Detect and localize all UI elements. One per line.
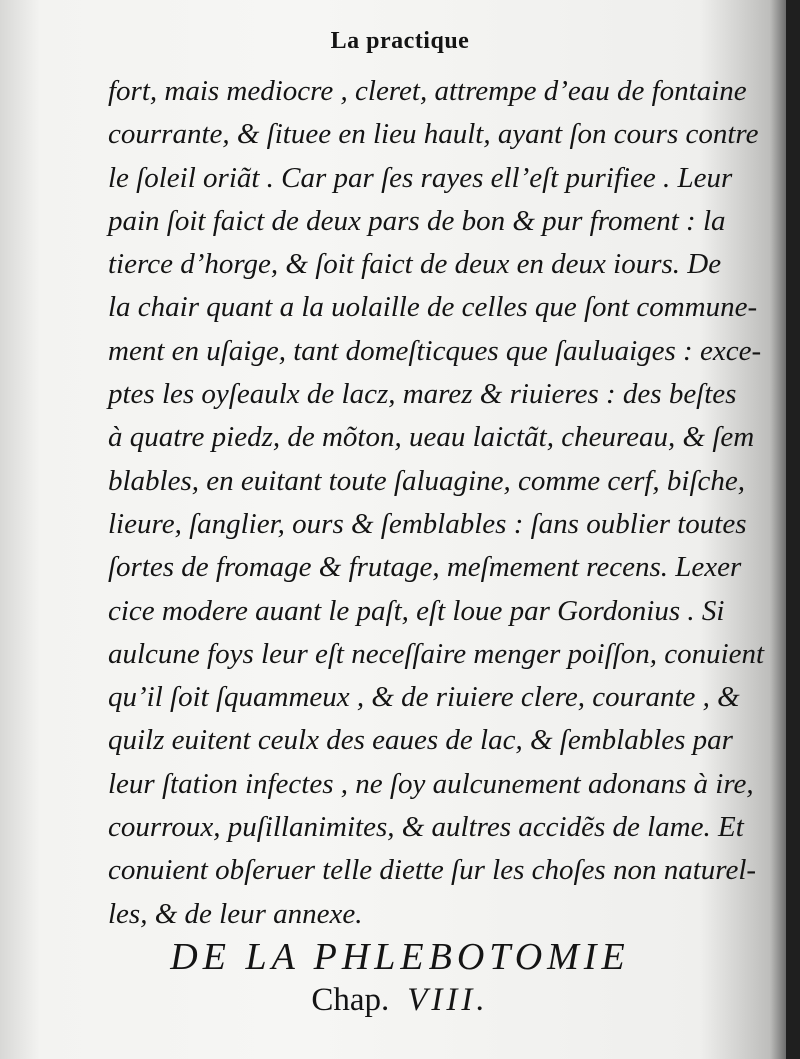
text-line: ment en uſaige, tant domeſticques que ſauluaiges : exce- [108, 334, 762, 367]
text-line: leur ſtation infectes , ne ſoy aulcunement adonans à ire, [108, 767, 754, 800]
page-edge-shadow [786, 0, 800, 1059]
text-line: pain ſoit faict de deux pars de bon & pur froment : la [108, 204, 726, 237]
text-line: ſortes de fromage & frutage, meſmement recens. Lexer [108, 551, 742, 584]
text-line: blables, en euitant toute ſaluagine, comme cerf, biſche, [108, 464, 746, 497]
text-line: les, & de leur annexe. [108, 897, 363, 930]
text-block [108, 70, 768, 936]
text-line: courroux, puſillanimites, & aultres accidẽs de lame. Et [108, 811, 744, 844]
chapter-number: VIII. [407, 982, 489, 1018]
text-line: conuient obſeruer telle diette ſur les choſes non naturel- [108, 854, 757, 887]
text-line: fort, mais mediocre , cleret, attrempe d’eau de fontaine [108, 75, 747, 107]
section-title: DE LA PHLEBOTOMIE [170, 936, 630, 978]
text-line: qu’il ſoit ſquammeux , & de riuiere clere, courante , & [108, 681, 740, 714]
running-head: La practique [330, 28, 470, 54]
text-line: courrante, & ſituee en lieu hault, ayant ſon cours contre [108, 118, 759, 151]
text-line: lieure, ſanglier, ours & ſemblables : ſans oublier toutes [108, 507, 747, 540]
text-line: la chair quant a la uolaille de celles que ſont commune- [108, 291, 758, 324]
text-line: ptes les oyſeaulx de lacz, marez & riuieres : des beſtes [108, 378, 737, 411]
text-line: tierce d’horge, & ſoit faict de deux en deux iours. De [108, 248, 722, 281]
text-line: à quatre piedz, de mõton, ueau laictãt, cheureau, & ſem [108, 421, 755, 454]
text-line: quilz euitent ceulx des eaues de lac, & ſemblables par [108, 724, 733, 757]
text-line: le ſoleil oriãt . Car par ſes rayes ell’eſt purifiee . Leur [108, 161, 733, 194]
text-line: cice modere auant le paſt, eſt loue par Gordonius . Si [108, 594, 725, 627]
chapter-heading [0, 982, 800, 1019]
text-line: aulcune foys leur eſt neceſſaire menger poiſſon, conuient [108, 637, 765, 670]
chapter-label: Chap. [311, 982, 390, 1018]
